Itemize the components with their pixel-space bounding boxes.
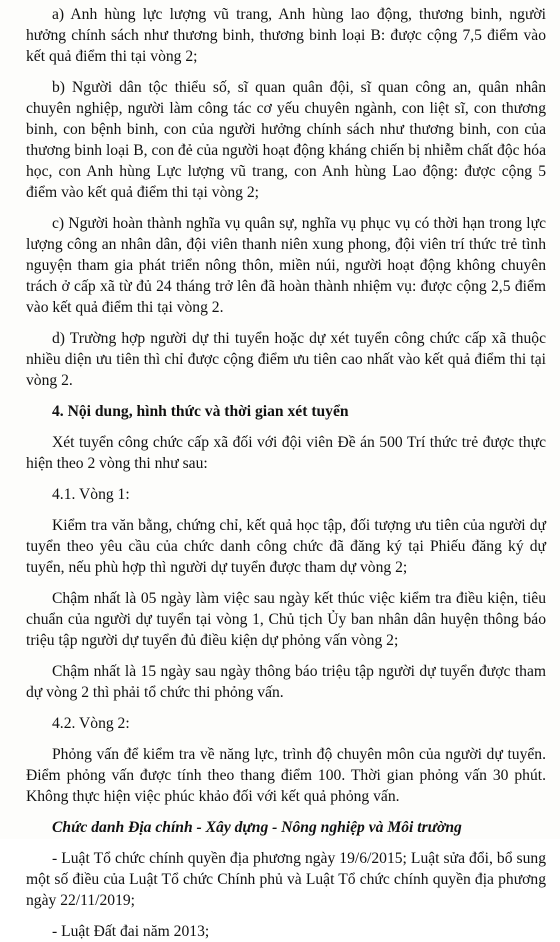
round-1-title: 4.1. Vòng 1:	[52, 486, 130, 503]
round-2-paragraph: Phỏng vấn để kiểm tra về năng lực, trình độ chuyên môn của người dự tuyển. Điểm phỏng vấn được tính theo thang điểm 100. Thời gian phỏng vấn 30 phút. Không thực hiện việc phúc khảo đối với kết quả phỏng vấn.	[26, 746, 546, 805]
position-law-item: - Luật Tổ chức chính quyền địa phương ngày 19/6/2015; Luật sửa đổi, bổ sung một số điều của Luật Tổ chức Chính phủ và Luật Tổ chức chính quyền địa phương ngày 22/11/2019;	[26, 850, 546, 909]
position-law-item: - Luật Đất đai năm 2013;	[52, 923, 210, 940]
priority-item-c: c) Người hoàn thành nghĩa vụ quân sự, nghĩa vụ phục vụ có thời hạn trong lực lượng công an nhân dân, đội viên thanh niên xung phong, đội viên trí thức trẻ tình nguyện tham gia phát triển nông thôn, miền núi, người hoạt động không chuyên trách ở cấp xã từ đủ 24 tháng trở lên đã hoàn thành nhiệm vụ: được cộng 2,5 điểm vào kết quả điểm thi tại vòng 2.	[26, 215, 546, 316]
section-4-heading: 4. Nội dung, hình thức và thời gian xét tuyển	[52, 403, 349, 420]
round-1-paragraph: Chậm nhất là 15 ngày sau ngày thông báo triệu tập người dự tuyển được tham dự vòng 2 thì phải tổ chức thi phỏng vấn.	[26, 663, 546, 701]
section-4-intro: Xét tuyển công chức cấp xã đối với đội viên Đề án 500 Trí thức trẻ được thực hiện theo 2 vòng thi như sau:	[26, 434, 546, 472]
round-2-title: 4.2. Vòng 2:	[52, 715, 130, 732]
priority-item-b: b) Người dân tộc thiểu số, sĩ quan quân đội, sĩ quan công an, quân nhân chuyên nghiệp, người làm công tác cơ yếu chuyên ngành, con liệt sĩ, con thương binh, con bệnh binh, con của người hưởng chính sách như thương binh, con của thương binh loại B, con đẻ của người hoạt động kháng chiến bị nhiễm chất độc hóa học, con Anh hùng Lực lượng vũ trang, con Anh hùng Lao động: được cộng 5 điểm vào kết quả điểm thi tại vòng 2;	[26, 79, 546, 201]
position-title: Chức danh Địa chính - Xây dựng - Nông nghiệp và Môi trường	[52, 819, 462, 836]
priority-item-d: d) Trường hợp người dự thi tuyển hoặc dự xét tuyển công chức cấp xã thuộc nhiều diện ưu tiên thì chỉ được cộng điểm ưu tiên cao nhất vào kết quả điểm thi tại vòng 2.	[26, 330, 546, 389]
priority-item-a: a) Anh hùng lực lượng vũ trang, Anh hùng lao động, thương binh, người hưởng chính sách như thương binh, thương binh loại B: được cộng 7,5 điểm vào kết quả điểm thi tại vòng 2;	[26, 6, 546, 65]
round-1-paragraph: Kiểm tra văn bằng, chứng chỉ, kết quả học tập, đối tượng ưu tiên của người dự tuyển theo yêu cầu của chức danh công chức đã đăng ký tại Phiếu đăng ký dự tuyển, nếu phù hợp thì người dự tuyển được tham dự vòng 2;	[26, 517, 546, 576]
round-1-paragraph: Chậm nhất là 05 ngày làm việc sau ngày kết thúc việc kiểm tra điều kiện, tiêu chuẩn của người dự tuyển tại vòng 1, Chủ tịch Ủy ban nhân dân huyện thông báo triệu tập người dự tuyển đủ điều kiện dự phỏng vấn vòng 2;	[26, 590, 546, 649]
